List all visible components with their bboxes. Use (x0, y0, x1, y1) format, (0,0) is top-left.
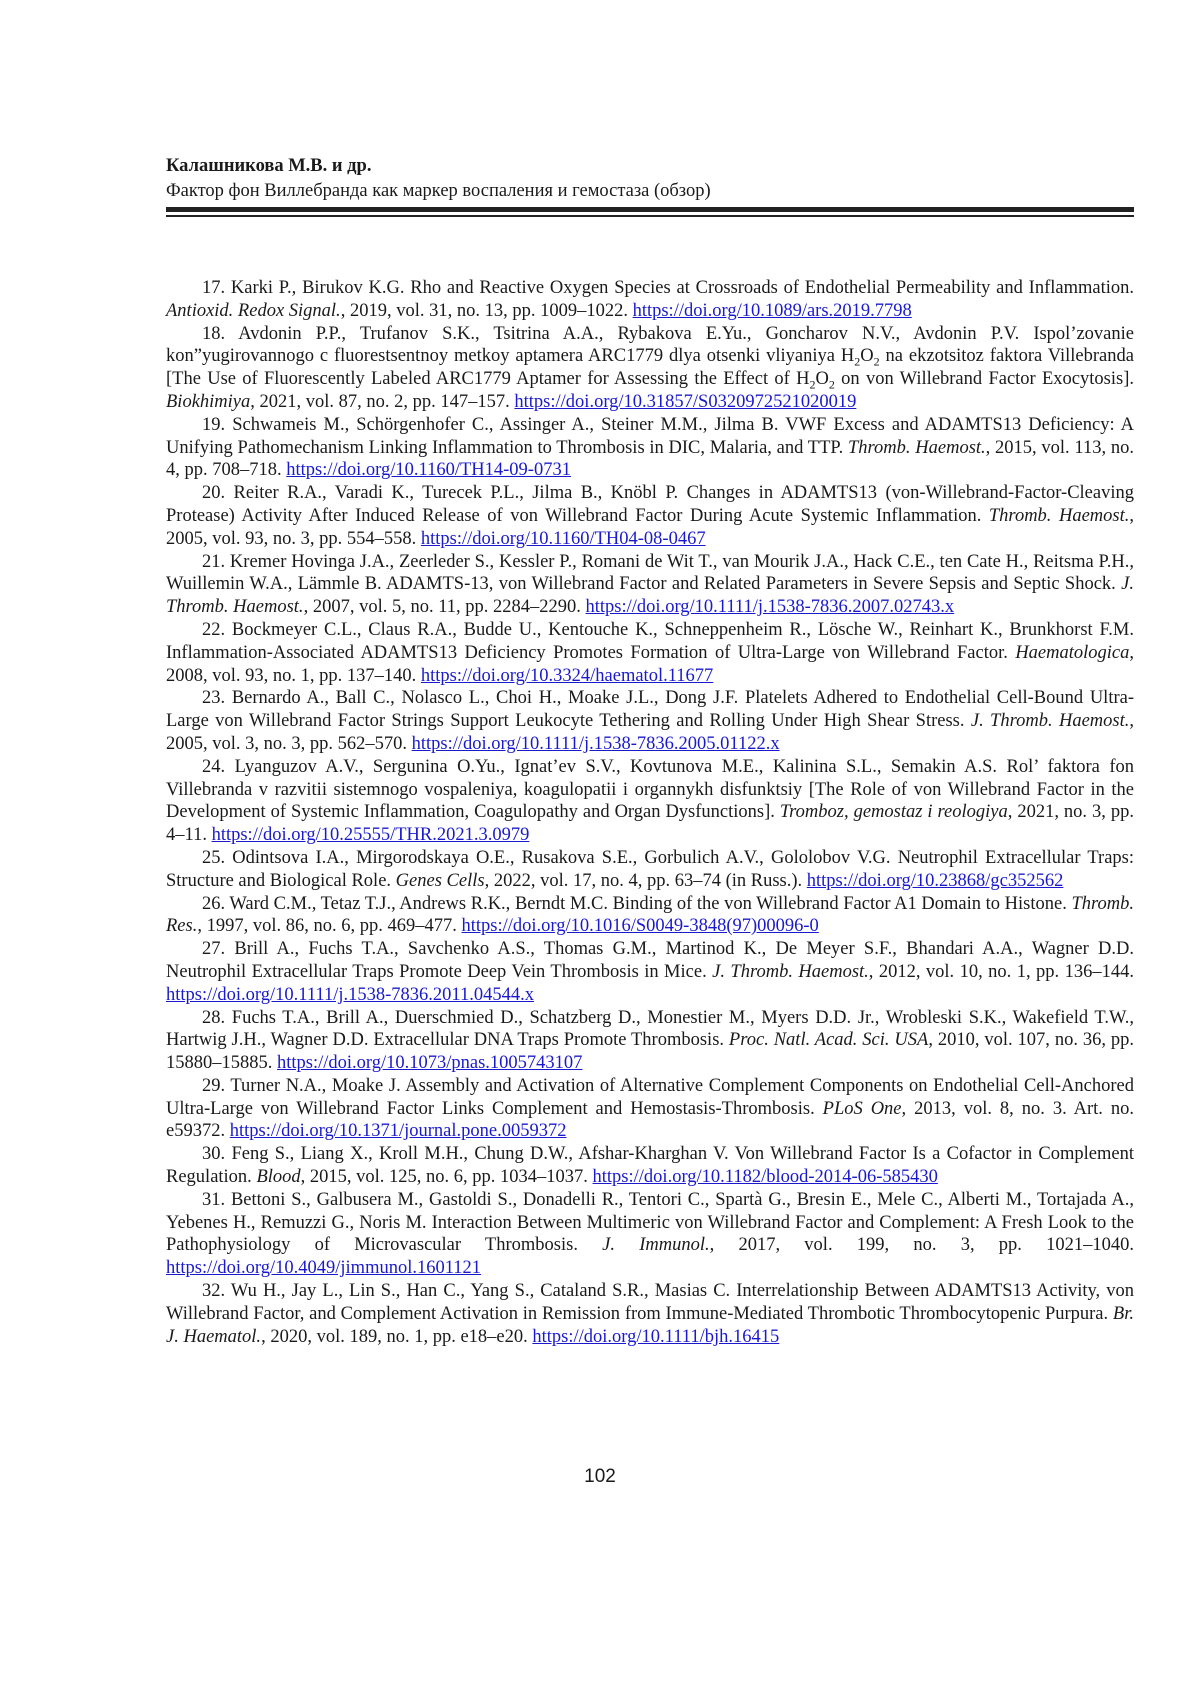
reference-24: 24. Lyanguzov A.V., Sergunina O.Yu., Ignat’ev S.V., Kovtunova M.E., Kalinina S.L., Semakin A.S. Rol’ faktora fon Villebranda v razvitii sistemnogo vospaleniya, koagulopatii i organnykh disfunktsiy [The Role of von Willebrand Factor in the Development of Systemic Inflammation, Coagulopathy and Organ Dysfunctions]. Tromboz, gemostaz i reologiya, 2021, no. 3, pp. 4–11. https://doi.org/10.25555/THR.2021.3.0979 (166, 756, 1135, 846)
reference-31: 31. Bettoni S., Galbusera M., Gastoldi S., Donadelli R., Tentori C., Spartà G., Bresin E., Mele C., Alberti M., Tortajada A., Yebenes H., Remuzzi G., Noris M. Interaction Between Multimeric von Willebrand Factor and Complement: A Fresh Look to the Pathophysiology of Microvascular Thrombosis. J. Immunol., 2017, vol. 199, no. 3, pp. 1021–1040. https://doi.org/10.4049/jimmunol.1601121 (166, 1189, 1135, 1279)
doi-link[interactable]: https://doi.org/10.1111/j.1538-7836.2005.01122.x (411, 733, 780, 754)
journal-name: Haematologica (1015, 642, 1130, 663)
journal-name: J. Thromb. Haemost. (166, 574, 1134, 618)
journal-name: Br. J. Haematol. (166, 1303, 1134, 1347)
journal-name: Thromb. Haemost. (847, 437, 986, 458)
doi-link[interactable]: https://doi.org/10.1160/TH14-09-0731 (286, 460, 571, 481)
journal-name: Antioxid. Redox Signal. (166, 300, 341, 321)
reference-18: 18. Avdonin P.P., Trufanov S.K., Tsitrina A.A., Rybakova E.Yu., Goncharov N.V., Avdonin P.V. Ispol’zovanie kon”yugirovannogo c fluorestsentnoy metkoy aptamera ARC1779 dlya otsenki vliyaniya $H_2O_2$ na ekzotsitoz faktora Villebranda [The Use of Fluorescently Labeled ARC1779 Aptamer for Assessing the Effect of $H_2O_2$ on von Willebrand Factor Exocytosis]. Biokhimiya, 2021, vol. 87, no. 2, pp. 147–157. https://doi.org/10.31857/S0320972521020019 (166, 323, 1134, 412)
reference-28: 28. Fuchs T.A., Brill A., Duerschmied D., Schatzberg D., Monestier M., Myers D.D. Jr., Wrobleski S.K., Wakefield T.W., Hartwig J.H., Wagner D.D. Extracellular DNA Traps Promote Thrombosis. Proc. Natl. Acad. Sci. USA, 2010, vol. 107, no. 36, pp. 15880–15885. https://doi.org/10.1073/pnas.1005743107 (166, 1007, 1134, 1074)
doi-link[interactable]: https://doi.org/10.1182/blood-2014-06-585430 (592, 1167, 938, 1188)
doi-link[interactable]: https://doi.org/10.1111/bjh.16415 (532, 1326, 780, 1347)
reference-29: 29. Turner N.A., Moake J. Assembly and Activation of Alternative Complement Components on Endothelial Cell-Anchored Ultra-Large von Willebrand Factor Links Complement and Hemostasis-Thrombosis. PLoS One, 2013, vol. 8, no. 3. Art. no. e59372. https://doi.org/10.1371/journal.pone.0059372 (166, 1075, 1134, 1142)
reference-23: 23. Bernardo A., Ball C., Nolasco L., Choi H., Moake J.L., Dong J.F. Platelets Adhered to Endothelial Cell-Bound Ultra-Large von Willebrand Factor Strings Support Leukocyte Tethering and Rolling Under High Shear Stress. J. Thromb. Haemost., 2005, vol. 3, no. 3, pp. 562–570. https://doi.org/10.1111/j.1538-7836.2005.01122.x (166, 688, 1134, 754)
reference-32: 32. Wu H., Jay L., Lin S., Han C., Yang S., Cataland S.R., Masias C. Interrelationship Between ADAMTS13 Activity, von Willebrand Factor, and Complement Activation in Remission from Immune-Mediated Thrombotic Thrombocytopenic Purpura. Br. J. Haematol., 2020, vol. 189, no. 1, pp. e18–e20. https://doi.org/10.1111/bjh.16415 (166, 1281, 1134, 1347)
doi-link[interactable]: https://doi.org/10.1111/j.1538-7836.2007.02743.x (585, 597, 955, 618)
reference-list (166, 277, 1134, 1348)
header-authors: Калашникова М.В. и др. (166, 156, 372, 176)
header-rule-thick (166, 207, 1134, 212)
journal-name: Proc. Natl. Acad. Sci. USA (728, 1030, 929, 1051)
reference-30: 30. Feng S., Liang X., Kroll M.H., Chung D.W., Afshar-Kharghan V. Von Willebrand Factor Is a Cofactor in Complement Regulation. Blood, 2015, vol. 125, no. 6, pp. 1034–1037. https://doi.org/10.1182/blood-2014-06-585430 (166, 1144, 1134, 1188)
reference-19: 19. Schwameis M., Schörgenhofer C., Assinger A., Steiner M.M., Jilma B. VWF Excess and ADAMTS13 Deficiency: A Unifying Pathomechanism Linking Inflammation to Thrombosis in DIC, Malaria, and TTP. Thromb. Haemost., 2015, vol. 113, no. 4, pp. 708–718. https://doi.org/10.1160/TH14-09-0731 (166, 414, 1134, 481)
journal-name: Genes Cells (395, 870, 485, 891)
doi-link[interactable]: https://doi.org/10.25555/THR.2021.3.0979 (211, 825, 530, 846)
header-rule-thin (166, 215, 1134, 217)
doi-link[interactable]: https://doi.org/10.1371/journal.pone.0059372 (229, 1121, 567, 1142)
journal-name: Tromboz, gemostaz i reologiya (779, 802, 1008, 823)
reference-22: 22. Bockmeyer C.L., Claus R.A., Budde U., Kentouche K., Schneppenheim R., Lösche W., Reinhart K., Brunkhorst F.M. Inflammation-Associated ADAMTS13 Deficiency Promotes Formation of Ultra-Large von Willebrand Factor. Haematologica, 2008, vol. 93, no. 1, pp. 137–140. https://doi.org/10.3324/haematol.11677 (166, 619, 1134, 686)
header-subtitle: Фактор фон Виллебранда как маркер воспаления и гемостаза (обзор) (166, 181, 711, 201)
reference-17: 17. Karki P., Birukov K.G. Rho and Reactive Oxygen Species at Crossroads of Endothelial Permeability and Inflammation. Antioxid. Redox Signal., 2019, vol. 31, no. 13, pp. 1009–1022. https://doi.org/10.1089/ars.2019.7798 (166, 278, 1134, 321)
journal-name: J. Immunol. (602, 1235, 710, 1256)
journal-name: PLoS One (822, 1098, 902, 1119)
doi-link[interactable]: https://doi.org/10.1089/ars.2019.7798 (632, 300, 912, 321)
reference-20: 20. Reiter R.A., Varadi K., Turecek P.L., Jilma B., Knöbl P. Changes in ADAMTS13 (von-Willebrand-Factor-Cleaving Protease) Activity After Induced Release of von Willebrand Factor During Acute Systemic Inflammation. Thromb. Haemost., 2005, vol. 93, no. 3, pp. 554–558. https://doi.org/10.1160/TH04-08-0467 (166, 483, 1134, 549)
doi-link[interactable]: https://doi.org/10.1016/S0049-3848(97)00096-0 (461, 916, 819, 937)
doi-link[interactable]: https://doi.org/10.4049/jimmunol.1601121 (166, 1258, 482, 1279)
journal-name: J. Thromb. Haemost. (970, 711, 1130, 732)
page-number: 102 (584, 1466, 616, 1487)
doi-link[interactable]: https://doi.org/10.1160/TH04-08-0467 (420, 528, 706, 549)
journal-name: Thromb. Res. (166, 893, 1134, 937)
doi-link[interactable]: https://doi.org/10.1111/j.1538-7836.2011.04544.x (166, 984, 534, 1005)
reference-26: 26. Ward C.M., Tetaz T.J., Andrews R.K., Berndt M.C. Binding of the von Willebrand Factor A1 Domain to Histone. Thromb. Res., 1997, vol. 86, no. 6, pp. 469–477. https://doi.org/10.1016/S0049-3848(97)00096-0 (166, 893, 1134, 937)
doi-link[interactable]: https://doi.org/10.3324/haematol.11677 (420, 665, 714, 686)
doi-link[interactable]: https://doi.org/10.31857/S0320972521020019 (514, 391, 857, 412)
running-header (166, 154, 1134, 203)
journal-name: J. Thromb. Haemost. (712, 961, 869, 982)
journal-name: Biokhimiya (166, 391, 251, 412)
reference-21: 21. Kremer Hovinga J.A., Zeerleder S., Kessler P., Romani de Wit T., van Mourik J.A., Hack C.E., ten Cate H., Reitsma P.H., Wuillemin W.A., Lämmle B. ADAMTS-13, von Willebrand Factor and Related Parameters in Severe Sepsis and Septic Shock. J. Thromb. Haemost., 2007, vol. 5, no. 11, pp. 2284–2290. https://doi.org/10.1111/j.1538-7836.2007.02743.x (166, 551, 1134, 618)
journal-name: Blood (256, 1167, 301, 1188)
reference-27: 27. Brill A., Fuchs T.A., Savchenko A.S., Thomas G.M., Martinod K., De Meyer S.F., Bhandari A.A., Wagner D.D. Neutrophil Extracellular Traps Promote Deep Vein Thrombosis in Mice. J. Thromb. Haemost., 2012, vol. 10, no. 1, pp. 136–144. https://doi.org/10.1111/j.1538-7836.2011.04544.x (166, 939, 1134, 1005)
reference-25: 25. Odintsova I.A., Mirgorodskaya O.E., Rusakova S.E., Gorbulich A.V., Gololobov V.G. Neutrophil Extracellular Traps: Structure and Biological Role. Genes Cells, 2022, vol. 17, no. 4, pp. 63–74 (in Russ.). https://doi.org/10.23868/gc352562 (166, 847, 1134, 891)
journal-name: Thromb. Haemost. (988, 505, 1130, 526)
doi-link[interactable]: https://doi.org/10.23868/gc352562 (806, 870, 1064, 891)
doi-link[interactable]: https://doi.org/10.1073/pnas.1005743107 (277, 1053, 583, 1074)
